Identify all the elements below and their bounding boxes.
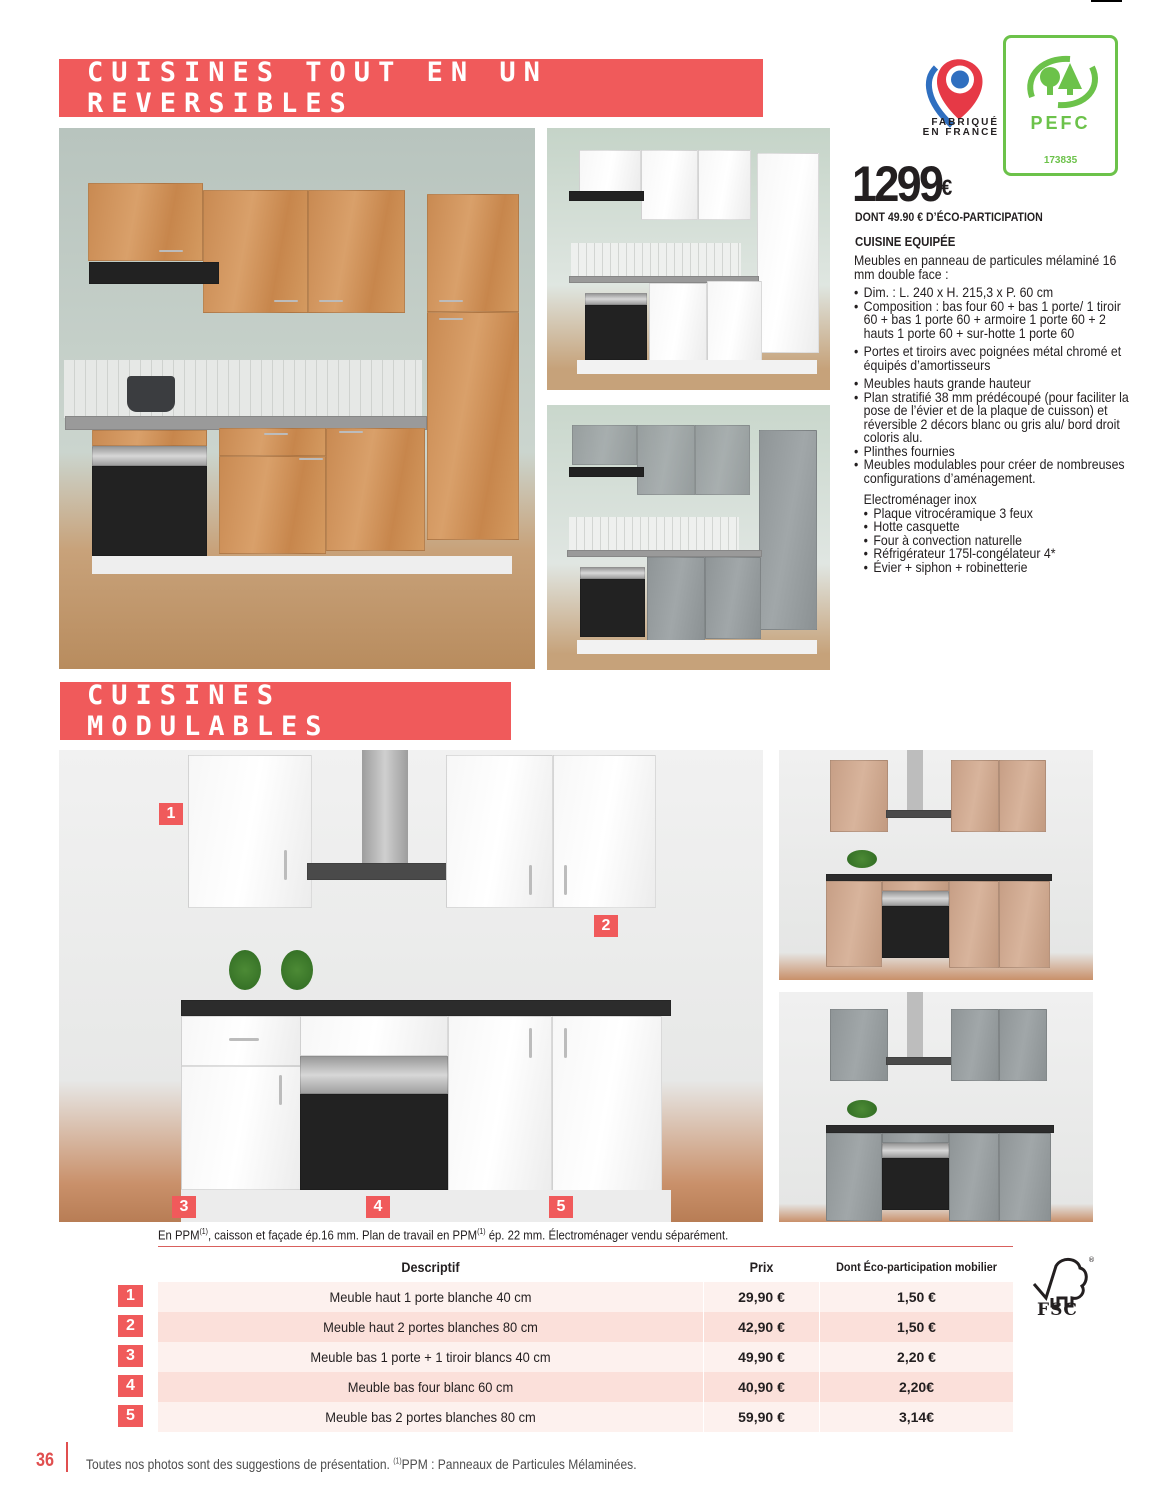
fsc-label: FSC xyxy=(1037,1300,1078,1320)
pefc-trees-icon xyxy=(1024,53,1100,111)
table-header xyxy=(158,1252,1013,1282)
section-banner-all-in-one xyxy=(59,59,763,117)
row-number-badge: 4 xyxy=(118,1375,143,1397)
page-number-divider xyxy=(66,1442,68,1472)
feature-item: • Composition : bas four 60 + bas 1 porte/ 1 tiroir 60 + bas 1 porte 60 + armoire 1 porte 60 + 2 hauts 1 porte 60 + sur-hotte 1 porte 60 xyxy=(854,300,1136,341)
row-number-badge: 3 xyxy=(118,1345,143,1367)
appliance-item: • Hotte casquette xyxy=(864,520,1136,534)
page-number: 36 xyxy=(36,1450,54,1471)
section-title: CUISINES MODULABLES xyxy=(87,680,330,742)
table-top-rule xyxy=(158,1246,1013,1247)
photo-modular-grey xyxy=(779,992,1093,1222)
photo-marker-2: 2 xyxy=(594,915,618,937)
photo-kitchen-grey xyxy=(547,405,830,670)
price-table xyxy=(158,1282,1013,1432)
appliance-item: • Évier + siphon + robinetterie xyxy=(864,561,1136,575)
feature-list xyxy=(854,286,1136,485)
feature-item: • Meubles hauts grande hauteur xyxy=(854,377,1136,391)
pefc-logo: PEFC 173835 xyxy=(1003,35,1118,176)
photo-modular-wood xyxy=(779,750,1093,980)
table-row: Meuble haut 2 portes blanches 80 cm 42,90 € 1,50 € xyxy=(158,1312,1013,1342)
header-prix: Prix xyxy=(749,1259,774,1275)
product-price: 1299€ xyxy=(852,156,953,212)
header-descriptif: Descriptif xyxy=(401,1259,460,1275)
feature-item: • Meubles modulables pour créer de nombreuses configurations d’aménagement. xyxy=(854,458,1136,485)
photo-kitchen-white xyxy=(547,128,830,390)
section-banner-modular xyxy=(60,682,511,740)
footer-note: Toutes nos photos sont des suggestions de présentation. $^{(1)}$PPM : Panneaux de Particules Mélaminées. xyxy=(86,1456,637,1472)
svg-text:®: ® xyxy=(1088,1256,1095,1264)
table-row: Meuble bas four blanc 60 cm 40,90 € 2,20€ xyxy=(158,1372,1013,1402)
appliances-title: Electroménager inox xyxy=(863,491,977,507)
table-row: Meuble bas 2 portes blanches 80 cm 59,90 € 3,14€ xyxy=(158,1402,1013,1432)
page-top-mark xyxy=(1091,0,1122,2)
product-description xyxy=(854,254,1136,574)
eco-participation: DONT 49.90 € D’ÉCO-PARTICIPATION xyxy=(855,210,1043,224)
feature-item: • Portes et tiroirs avec poignées métal chromé et équipés d’amortisseurs xyxy=(854,345,1136,372)
photo-kitchen-wood xyxy=(59,128,535,669)
photo-marker-3: 3 xyxy=(172,1196,196,1218)
row-number-badge: 5 xyxy=(118,1405,143,1427)
photo-marker-4: 4 xyxy=(366,1196,390,1218)
product-title: CUISINE EQUIPÉE xyxy=(855,234,956,249)
photo-marker-5: 5 xyxy=(549,1196,573,1218)
appliance-item: • Réfrigérateur 175l-congélateur 4* xyxy=(864,547,1136,561)
section-title: CUISINES TOUT EN UN REVERSIBLES xyxy=(87,57,548,119)
feature-item: • Dim. : L. 240 x H. 215,3 x P. 60 cm xyxy=(854,286,1136,300)
modular-caption: En PPM$^{(1)}$, caisson et façade ép.16 mm. Plan de travail en PPM$^{(1)}$ ép. 22 mm. Électroménager vendu séparément. xyxy=(158,1227,729,1243)
feature-item: • Plan stratifié 38 mm prédécoupé (pour faciliter la pose de l’évier et de la plaque de cuisson) et réversible 2 décors blanc ou gris alu/ bord droit coloris alu. xyxy=(854,391,1136,445)
appliance-item: • Plaque vitrocéramique 3 feux xyxy=(864,507,1136,521)
table-row: Meuble bas 1 porte + 1 tiroir blancs 40 cm 49,90 € 2,20 € xyxy=(158,1342,1013,1372)
made-in-france-label: FABRIQUÉ EN FRANCE xyxy=(922,117,999,138)
header-eco: Dont Éco-participation mobilier xyxy=(836,1260,997,1274)
photo-marker-1: 1 xyxy=(159,803,183,825)
feature-item: • Plinthes fournies xyxy=(854,445,1136,459)
appliance-list xyxy=(854,504,1136,575)
appliance-item: • Four à convection naturelle xyxy=(864,534,1136,548)
row-number-badge: 2 xyxy=(118,1315,143,1337)
table-row: Meuble haut 1 porte blanche 40 cm 29,90 € 1,50 € xyxy=(158,1282,1013,1312)
row-number-badge: 1 xyxy=(118,1285,143,1307)
product-intro: Meubles en panneau de particules mélaminé 16 mm double face : xyxy=(854,252,1117,282)
